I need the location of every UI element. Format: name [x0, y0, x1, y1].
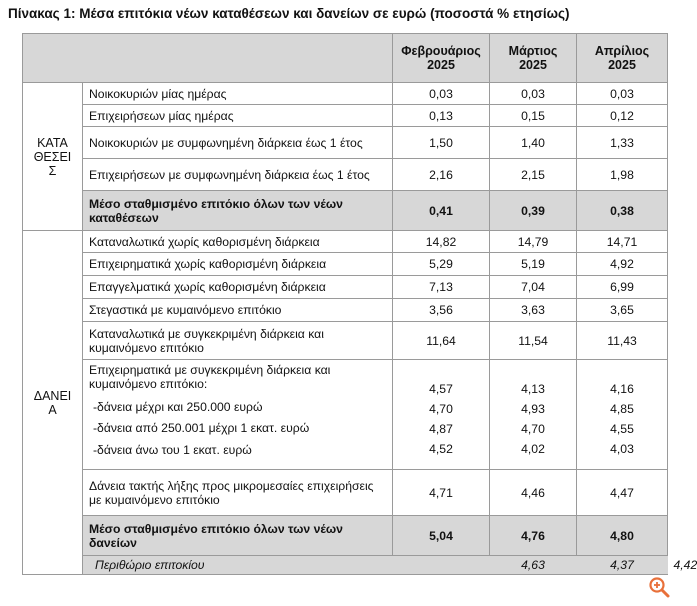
- cell-value: 0,41: [393, 191, 490, 231]
- cell-value: 4,80: [577, 516, 668, 556]
- col-header-mar-year: 2025: [519, 58, 547, 72]
- cell-value: 4,93: [521, 402, 545, 416]
- group-label-line: Α: [48, 402, 57, 417]
- cell-value: 4,57: [429, 382, 453, 396]
- rates-table: [22, 33, 697, 575]
- header-blank: [23, 34, 393, 83]
- row-label: Καταναλωτικά με συγκεκριμένη διάρκεια και κυμαινόμενο επιτόκιο: [83, 322, 393, 360]
- value-stack: [583, 379, 661, 459]
- cell-value: 4,63: [490, 556, 577, 575]
- cell-value: 11,64: [393, 322, 490, 360]
- cell-value: 4,13: [521, 382, 545, 396]
- business-values-apr: [577, 360, 668, 470]
- cell-value: 0,03: [577, 83, 668, 105]
- table-title: Πίνακας 1: Μέσα επιτόκια νέων καταθέσεων και δανείων σε ευρώ (ποσοστά % ετησίως): [8, 6, 570, 21]
- row-label: Δάνεια τακτής λήξης προς μικρομεσαίες επιχειρήσεις με κυμαινόμενο επιτόκιο: [83, 470, 393, 516]
- cell-value: 4,92: [577, 253, 668, 276]
- table-row: [23, 83, 668, 105]
- row-label: Επιχειρηματικά χωρίς καθορισμένη διάρκεια: [83, 253, 393, 276]
- cell-value: 1,33: [577, 127, 668, 159]
- header-row: [23, 34, 668, 83]
- table-row: [23, 231, 668, 253]
- row-label: Επιχειρήσεων με συμφωνημένη διάρκεια έως 1 έτος: [83, 159, 393, 191]
- sub-row-label: -δάνεια μέχρι και 250.000 ευρώ: [93, 400, 263, 414]
- table-row: [23, 253, 668, 276]
- col-header-apr: [577, 34, 668, 83]
- cell-value: 0,03: [490, 83, 577, 105]
- interest-margin-row: Περιθώριο επιτοκίου 4,63 4,37 4,42: [23, 556, 668, 575]
- row-label: Καταναλωτικά χωρίς καθορισμένη διάρκεια: [83, 231, 393, 253]
- cell-value: 4,46: [490, 470, 577, 516]
- cell-value: 4,70: [429, 402, 453, 416]
- cell-value: 2,15: [490, 159, 577, 191]
- cell-value: 4,16: [610, 382, 634, 396]
- cell-value: 0,38: [577, 191, 668, 231]
- cell-value: 4,03: [610, 442, 634, 456]
- table-row: [23, 159, 668, 191]
- business-values-feb: [393, 360, 490, 470]
- sub-row-label: -δάνεια από 250.001 μέχρι 1 εκατ. ευρώ: [93, 421, 310, 435]
- group-label-loans: [23, 231, 83, 575]
- col-header-feb-month: Φεβρουάριος: [401, 44, 481, 58]
- cell-value: 4,71: [393, 470, 490, 516]
- business-loans-cell: [83, 360, 393, 470]
- cell-value: 5,29: [393, 253, 490, 276]
- table-row: [23, 470, 668, 516]
- table-row: [23, 276, 668, 299]
- row-label: Μέσο σταθμισμένο επιτόκιο όλων των νέων δανείων: [83, 516, 393, 556]
- cell-value: 3,56: [393, 299, 490, 322]
- cell-value: 7,13: [393, 276, 490, 299]
- cell-value: 14,71: [577, 231, 668, 253]
- cell-value: 14,79: [490, 231, 577, 253]
- cell-value: 1,40: [490, 127, 577, 159]
- cell-value: 2,16: [393, 159, 490, 191]
- col-header-apr-year: 2025: [608, 58, 636, 72]
- row-label: Μέσο σταθμισμένο επιτόκιο όλων των νέων καταθέσεων: [83, 191, 393, 231]
- value-stack: [399, 379, 483, 459]
- business-values-mar: [490, 360, 577, 470]
- zoom-in-icon[interactable]: [648, 576, 670, 598]
- row-label: Επαγγελματικά χωρίς καθορισμένη διάρκεια: [83, 276, 393, 299]
- cell-value: 11,43: [577, 322, 668, 360]
- cell-value: 4,70: [521, 422, 545, 436]
- business-loans-row: [23, 360, 668, 470]
- cell-value: 4,47: [577, 470, 668, 516]
- cell-value: 4,37: [577, 556, 668, 575]
- cell-value: 4,85: [610, 402, 634, 416]
- cell-value: 4,76: [490, 516, 577, 556]
- table-row: [23, 322, 668, 360]
- row-label: Περιθώριο επιτοκίου: [83, 556, 490, 575]
- table-row: [23, 105, 668, 127]
- cell-value: 5,04: [393, 516, 490, 556]
- table-row: [23, 127, 668, 159]
- cell-value: 0,13: [393, 105, 490, 127]
- group-label-line: ΔΑΝΕΙ: [33, 388, 72, 403]
- group-label-line: ΚΑΤΑ: [37, 135, 68, 150]
- cell-value: 5,19: [490, 253, 577, 276]
- cell-value: 6,99: [577, 276, 668, 299]
- cell-value: 0,39: [490, 191, 577, 231]
- row-label: Επιχειρηματικά με συγκεκριμένη διάρκεια και κυμαινόμενο επιτόκιο:: [89, 363, 331, 391]
- cell-value: 0,15: [490, 105, 577, 127]
- group-label-deposits: [23, 83, 83, 231]
- col-header-mar: [490, 34, 577, 83]
- row-label: Νοικοκυριών με συμφωνημένη διάρκεια έως 1 έτος: [83, 127, 393, 159]
- cell-value: 4,02: [521, 442, 545, 456]
- row-label: Στεγαστικά με κυμαινόμενο επιτόκιο: [83, 299, 393, 322]
- col-header-mar-month: Μάρτιος: [508, 44, 558, 58]
- cell-value: 7,04: [490, 276, 577, 299]
- cell-value: 1,98: [577, 159, 668, 191]
- deposits-average-row: [23, 191, 668, 231]
- cell-value: 4,87: [429, 422, 453, 436]
- cell-value: 0,12: [577, 105, 668, 127]
- cell-value: 3,63: [490, 299, 577, 322]
- row-label: Νοικοκυριών μίας ημέρας: [83, 83, 393, 105]
- col-header-feb: [393, 34, 490, 83]
- cell-value: 3,65: [577, 299, 668, 322]
- cell-value: 4,55: [610, 422, 634, 436]
- col-header-apr-month: Απρίλιος: [594, 44, 650, 58]
- col-header-feb-year: 2025: [427, 58, 455, 72]
- cell-value: 4,52: [429, 442, 453, 456]
- row-label: Επιχειρήσεων μίας ημέρας: [83, 105, 393, 127]
- cell-value: 1,50: [393, 127, 490, 159]
- loans-average-row: [23, 516, 668, 556]
- group-label-line: ΘΕΣΕΙ: [33, 149, 72, 164]
- sub-row-label: -δάνεια άνω του 1 εκατ. ευρώ: [93, 443, 252, 457]
- table-row: [23, 299, 668, 322]
- cell-value: 11,54: [490, 322, 577, 360]
- cell-value: 14,82: [393, 231, 490, 253]
- group-label-line: Σ: [48, 163, 57, 178]
- value-stack: [496, 379, 570, 459]
- cell-value: 0,03: [393, 83, 490, 105]
